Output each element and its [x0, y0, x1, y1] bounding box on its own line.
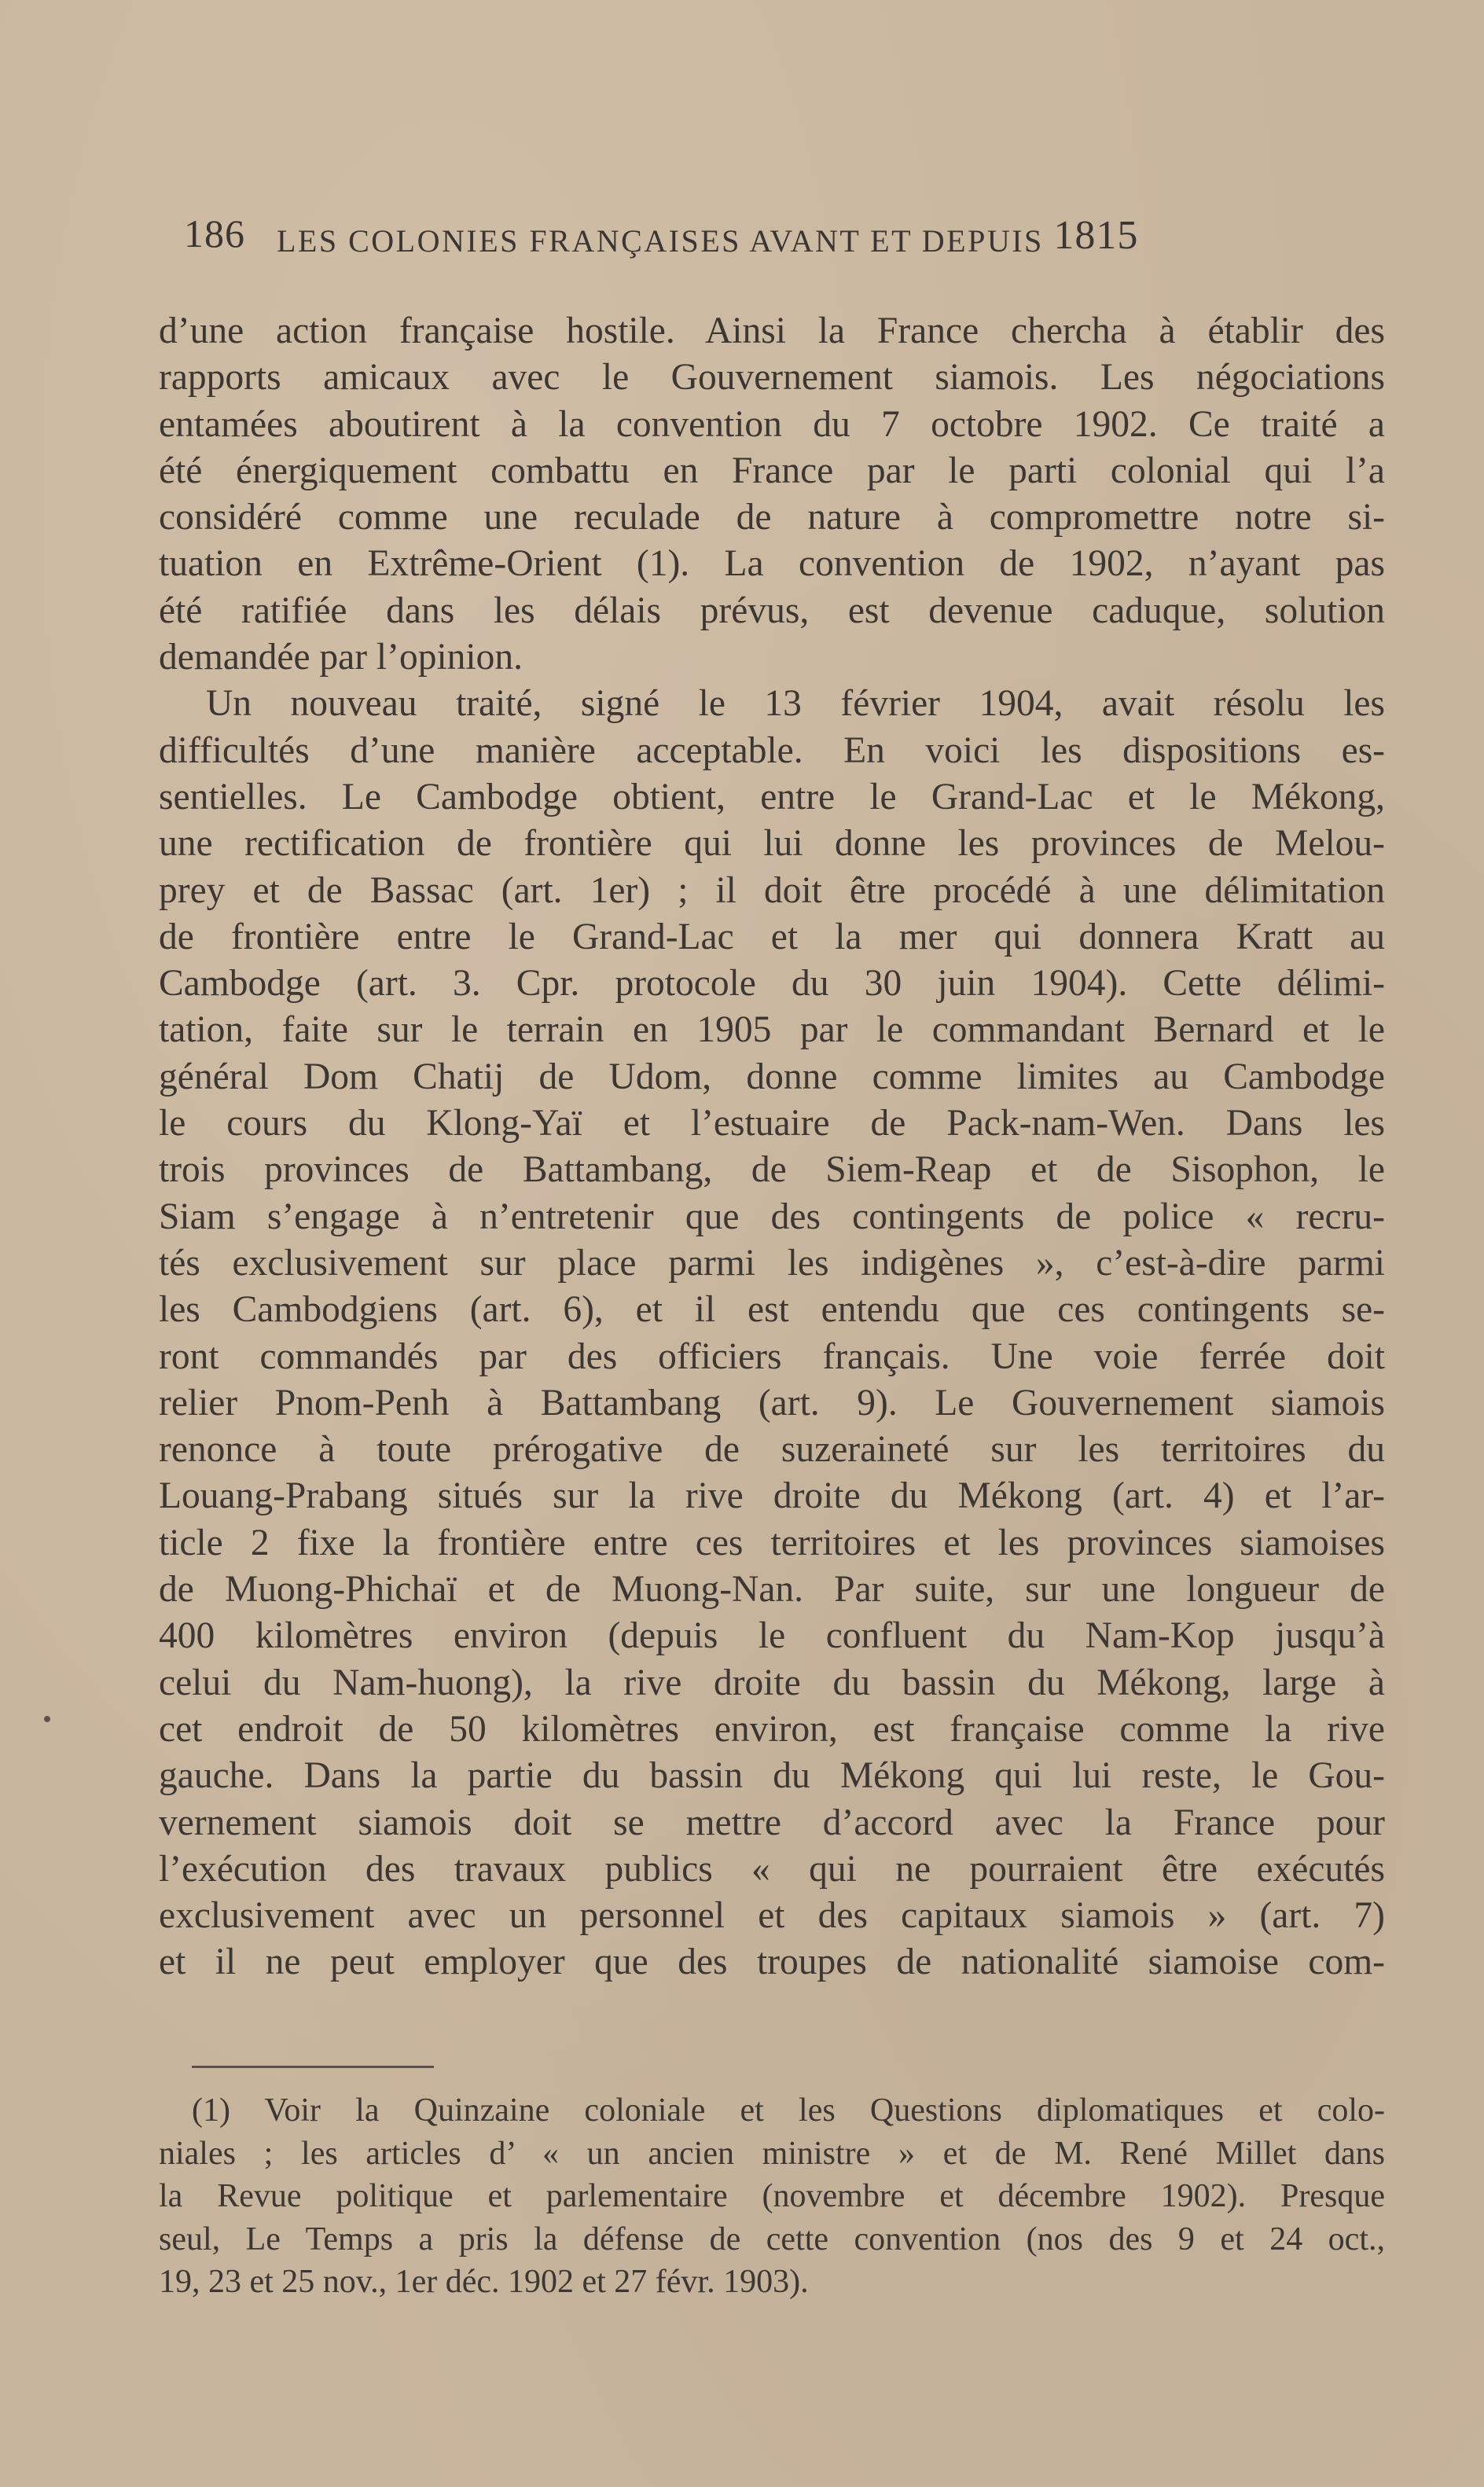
- body-line: été ratifiée dans les délais prévus, est devenue caduque, solution: [159, 590, 1385, 631]
- footnote-rule: [192, 2066, 434, 2068]
- body-line: tuation en Extrême-Orient (1). La convention de 1902, n’ayant pas: [159, 543, 1385, 585]
- body-line: vernement siamois doit se mettre d’accord avec la France pour: [159, 1802, 1385, 1843]
- body-line: relier Pnom-Penh à Battambang (art. 9). Le Gouvernement siamois: [159, 1382, 1385, 1424]
- body-line: gauche. Dans la partie du bassin du Mékong qui lui reste, le Gou-: [159, 1755, 1385, 1797]
- body-line: Siam s’engage à n’entretenir que des contingents de police « recru-: [159, 1196, 1385, 1237]
- footnote-line: niales ; les articles d’ « un ancien ministre » et de M. René Millet dans: [159, 2135, 1385, 2172]
- body-line: cet endroit de 50 kilomètres environ, est française comme la rive: [159, 1708, 1385, 1750]
- body-text: [159, 308, 1385, 1986]
- body-line: ticle 2 fixe la frontière entre ces territoires et les provinces siamoises: [159, 1522, 1385, 1563]
- body-line: entamées aboutirent à la convention du 7 octobre 1902. Ce traité a: [159, 403, 1385, 445]
- body-line: exclusivement avec un personnel et des capitaux siamois » (art. 7): [159, 1895, 1385, 1937]
- body-line: Louang-Prabang situés sur la rive droite du Mékong (art. 4) et l’ar-: [159, 1475, 1385, 1517]
- body-line: prey et de Bassac (art. 1er) ; il doit être procédé à une délimitation: [159, 869, 1385, 911]
- paper-speck: [44, 1716, 50, 1722]
- footnote-line: 19, 23 et 25 nov., 1er déc. 1902 et 27 févr. 1903).: [159, 2264, 809, 2300]
- body-line: Un nouveau traité, signé le 13 février 1904, avait résolu les: [206, 683, 1385, 725]
- body-line: de Muong-Phichaï et de Muong-Nan. Par suite, sur une longueur de: [159, 1569, 1385, 1611]
- body-line: considéré comme une reculade de nature à compromettre notre si-: [159, 497, 1385, 538]
- body-line: demandée par l’opinion.: [159, 637, 523, 678]
- body-line: trois provinces de Battambang, de Siem-Reap et de Sisophon, le: [159, 1149, 1385, 1191]
- body-line: renonce à toute prérogative de suzeraineté sur les territoires du: [159, 1429, 1385, 1471]
- running-title-year: 1815: [1053, 213, 1139, 258]
- body-line: les Cambodgiens (art. 6), et il est entendu que ces contingents se-: [159, 1289, 1385, 1331]
- body-line: Cambodge (art. 3. Cpr. protocole du 30 juin 1904). Cette délimi-: [159, 963, 1385, 1005]
- body-line: et il ne peut employer que des troupes de nationalité siamoise com-: [159, 1941, 1385, 1983]
- body-line: ront commandés par des officiers français. Une voie ferrée doit: [159, 1335, 1385, 1377]
- footnote-line: la Revue politique et parlementaire (novembre et décembre 1902). Presque: [159, 2178, 1385, 2214]
- body-line: 400 kilomètres environ (depuis le confluent du Nam-Kop jusqu’à: [159, 1615, 1385, 1657]
- body-line: de frontière entre le Grand-Lac et la mer qui donnera Kratt au: [159, 916, 1385, 957]
- body-line: d’une action française hostile. Ainsi la France chercha à établir des: [159, 310, 1385, 351]
- body-line: difficultés d’une manière acceptable. En voici les dispositions es-: [159, 729, 1385, 771]
- running-title-text: LES COLONIES FRANÇAISES AVANT ET DEPUIS: [277, 223, 1044, 259]
- body-line: le cours du Klong-Yaï et l’estuaire de Pack-nam-Wen. Dans les: [159, 1103, 1385, 1144]
- body-line: été énergiquement combattu en France par le parti colonial qui l’a: [159, 450, 1385, 491]
- footnotes: [159, 2089, 1385, 2304]
- body-line: celui du Nam-huong), la rive droite du bassin du Mékong, large à: [159, 1662, 1385, 1703]
- body-line: général Dom Chatij de Udom, donne comme limites au Cambodge: [159, 1056, 1385, 1097]
- footnote-line: seul, Le Temps a pris la défense de cette convention (nos des 9 et 24 oct.,: [159, 2221, 1385, 2257]
- body-line: tation, faite sur le terrain en 1905 par le commandant Bernard et le: [159, 1009, 1385, 1051]
- footnote-line: (1) Voir la Quinzaine coloniale et les Questions diplomatiques et colo-: [192, 2092, 1385, 2129]
- body-line: une rectification de frontière qui lui donne les provinces de Melou-: [159, 823, 1385, 865]
- page-number: 186: [184, 211, 245, 255]
- body-line: rapports amicaux avec le Gouvernement siamois. Les négociations: [159, 357, 1385, 399]
- running-title: [277, 215, 1138, 262]
- body-line: l’exécution des travaux publics « qui ne pourraient être exécutés: [159, 1848, 1385, 1890]
- body-line: sentielles. Le Cambodge obtient, entre le Grand-Lac et le Mékong,: [159, 776, 1385, 817]
- body-line: tés exclusivement sur place parmi les indigènes », c’est-à-dire parmi: [159, 1242, 1385, 1284]
- page-header: [184, 211, 1269, 266]
